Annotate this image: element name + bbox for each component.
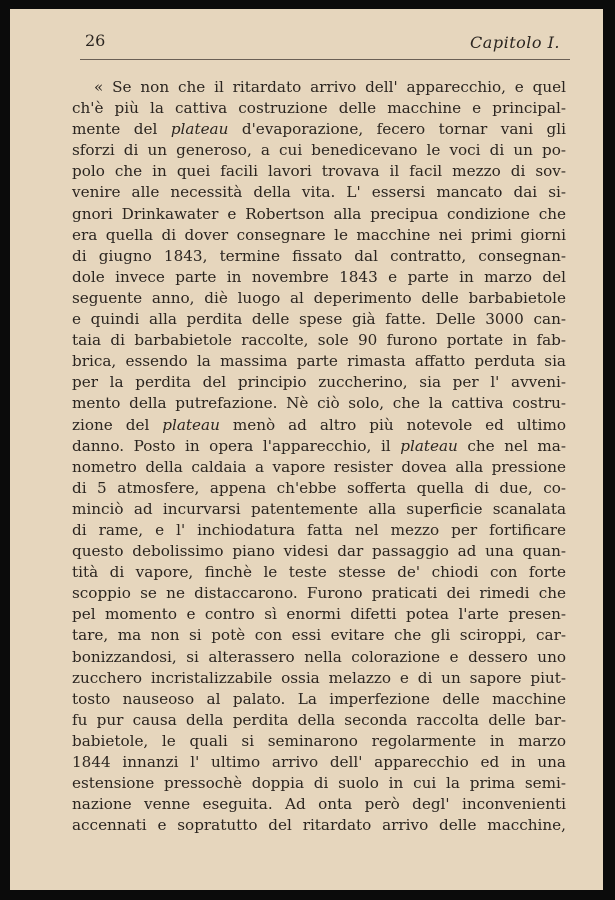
text-line: [72, 752, 566, 773]
text-segment: mente del: [72, 120, 171, 139]
text-segment: 1844 innanzi l' ultimo arrivo dell' apparecchio ed in una: [72, 753, 566, 771]
text-segment: d'evaporazione, fecero tornar vani gli: [228, 120, 566, 139]
text-line: [72, 625, 566, 646]
text-segment: taia di barbabietole raccolte, sole 90 furono portate in fab-: [72, 331, 566, 350]
text-segment: sforzi di un generoso, a cui benedicevano le voci di un po-: [72, 141, 566, 160]
text-segment: pel momento e contro sì enormi difetti potea l'arte presen-: [72, 605, 566, 624]
text-line: [72, 351, 566, 372]
text-line: [72, 119, 566, 140]
text-line: [72, 773, 566, 794]
text-line: [72, 393, 566, 414]
text-segment: scoppio se ne distaccarono. Furono praticati dei rimedi che: [72, 584, 566, 603]
italic-term: plateau: [400, 436, 458, 455]
text-line: [72, 457, 566, 478]
text-segment: tare, ma non si potè con essi evitare che gli sciroppi, car-: [72, 626, 566, 645]
text-line: [72, 520, 566, 541]
italic-term: plateau: [170, 120, 229, 139]
text-segment: tosto nauseoso al palato. La imperfezione delle macchine: [72, 689, 566, 708]
text-segment: mento della putrefazione. Nè ciò solo, che la cattiva costru-: [72, 394, 566, 413]
text-line: [72, 815, 566, 836]
text-line: [72, 668, 566, 689]
text-line: [72, 499, 566, 520]
text-segment: nometro della caldaia a vapore resister dovea alla pressione: [72, 457, 566, 476]
text-segment: seguente anno, diè luogo al deperimento delle barbabietole: [72, 288, 566, 307]
text-segment: danno. Posto in opera l'apparecchio, il: [72, 436, 401, 455]
text-segment: per la perdita del principio zuccherino, sia per l' avveni-: [72, 373, 566, 392]
text-segment: menò ad altro più notevole ed ultimo: [219, 415, 566, 434]
text-line: [72, 98, 566, 119]
text-segment: nazione venne eseguita. Ad onta però degl' inconvenienti: [72, 795, 566, 814]
running-head: Capitolo I.: [470, 33, 560, 52]
page-header: [80, 31, 570, 61]
text-segment: tità di vapore, finchè le teste stesse de' chiodi con forte: [72, 563, 566, 582]
text-segment: bonizzandosi, si alterassero nella colorazione e dessero uno: [72, 647, 566, 666]
text-segment: era quella di dover consegnare le macchine nei primi giorni: [72, 225, 566, 244]
text-line: [72, 710, 566, 731]
text-line: [72, 161, 566, 182]
text-line: [72, 647, 566, 668]
text-segment: zucchero incristalizzabile ossia melazzo e di un sapore piut-: [72, 668, 566, 687]
body-text: [72, 77, 566, 836]
text-segment: e quindi alla perdita delle spese già fatte. Delle 3000 can-: [72, 310, 566, 329]
text-line: [72, 267, 566, 288]
page-number: 26: [85, 31, 106, 50]
text-line: [72, 689, 566, 710]
text-segment: gnori Drinkawater e Robertson alla precipua condizione che: [72, 204, 566, 223]
text-segment: fu pur causa della perdita della seconda raccolta delle bar-: [72, 710, 566, 729]
text-segment: babietole, le quali si seminarono regolarmente in marzo: [72, 731, 566, 750]
text-segment: di rame, e l' inchiodatura fatta nel mezzo per fortificare: [72, 520, 566, 539]
text-segment: di giugno 1843, termine fissato dal contratto, consegnan-: [72, 246, 566, 265]
text-segment: venire alle necessità della vita. L' essersi mancato dai si-: [72, 183, 566, 202]
text-line: [72, 309, 566, 330]
book-page: [10, 9, 603, 890]
text-line: [72, 288, 566, 309]
italic-term: plateau: [162, 415, 220, 434]
text-line: [72, 478, 566, 499]
header-rule: [80, 59, 570, 60]
text-segment: minciò ad incurvarsi patentemente alla superficie scanalata: [72, 499, 566, 518]
text-line: [72, 562, 566, 583]
text-segment: estensione pressochè doppia di suolo in cui la prima semi-: [72, 774, 566, 793]
text-line: [72, 77, 566, 98]
text-line: [72, 225, 566, 246]
text-line: [72, 182, 566, 203]
text-line: [72, 436, 566, 457]
text-line: [72, 794, 566, 815]
text-line: [72, 246, 566, 267]
text-segment: dole invece parte in novembre 1843 e parte in marzo del: [72, 267, 566, 286]
text-segment: polo che in quei facili lavori trovava il facil mezzo di sov-: [72, 162, 566, 181]
text-segment: questo debolissimo piano videsi dar passaggio ad una quan-: [72, 542, 566, 561]
text-line: [72, 140, 566, 161]
text-line: [72, 204, 566, 225]
text-segment: che nel ma-: [457, 436, 566, 455]
text-line: [72, 731, 566, 752]
text-segment: ch'è più la cattiva costruzione delle macchine e principal-: [72, 99, 566, 118]
text-line: [72, 415, 566, 436]
text-segment: di 5 atmosfere, appena ch'ebbe sofferta quella di due, co-: [72, 478, 566, 497]
text-line: [72, 583, 566, 604]
text-line: [72, 330, 566, 351]
text-line: [72, 372, 566, 393]
text-line: [72, 541, 566, 562]
text-segment: zione del: [72, 415, 163, 434]
text-segment: « Se non che il ritardato arrivo dell' apparecchio, e quel: [94, 78, 566, 96]
text-line: [72, 604, 566, 625]
text-segment: brica, essendo la massima parte rimasta affatto perduta sia: [72, 352, 566, 371]
text-segment: accennati e sopratutto del ritardato arrivo delle macchine,: [72, 816, 566, 835]
